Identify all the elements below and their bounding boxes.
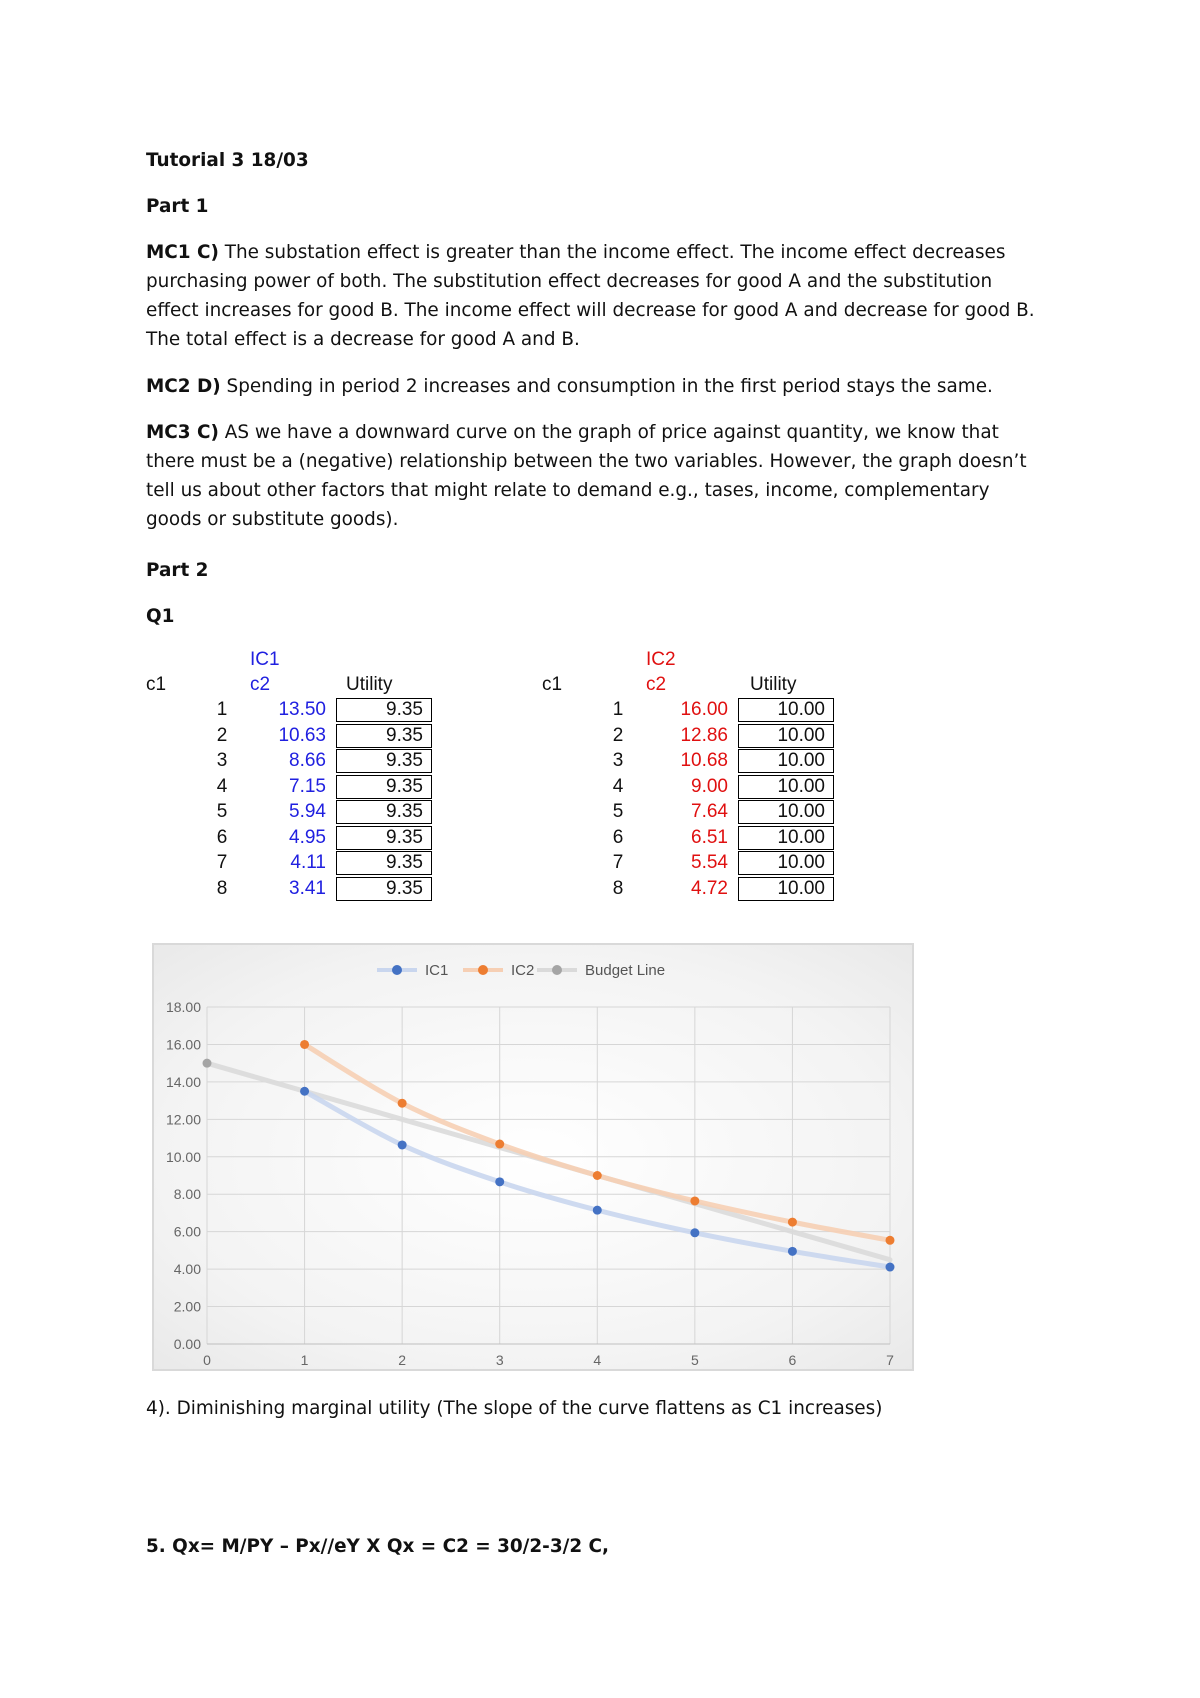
mc3-text: AS we have a downward curve on the graph of price against quantity, we know that there must be a (negative) relationship between the two variables. However, the graph doesn’t tell us about other factors that might relate to demand e.g., tases, income, complementary goods or substitute goods). [146,422,1027,530]
ic1-c1-cell: 1 [216,699,228,720]
mc2-text: Spending in period 2 increases and consumption in the first period stays the same. [220,376,993,397]
ic2-utility-cell: 10.00 [738,826,834,850]
mc2-answer [146,372,1046,401]
ic2-point [300,1040,309,1049]
y-tick-label: 18.00 [165,999,201,1015]
ic1-utility-cell: 9.35 [336,749,432,773]
y-tick-label: 14.00 [165,1073,201,1090]
ic2-c2-header: c2 [646,674,667,695]
ic1-utility-cell: 9.35 [336,698,432,722]
ic2-c2-cell: 4.72 [691,877,728,899]
ic1-c2-cell: 13.50 [278,699,326,720]
y-tick-label: 10.00 [165,1148,201,1165]
y-tick-label: 0.00 [173,1336,201,1352]
ic1-c1-cell: 7 [216,852,228,873]
ic1-c1-cell: 4 [216,775,228,797]
legend-ic2-label: IC2 [511,962,535,979]
part1-heading: Part 1 [146,196,209,217]
ic2-c1-cell: 7 [612,852,624,873]
ic1-c1-cell: 6 [216,826,228,848]
ic2-c1-cell: 8 [612,877,624,899]
ic1-c1-header: c1 [146,674,167,695]
ic2-c1-cell: 4 [612,775,624,797]
ic2-c1-cell: 6 [612,826,624,848]
ic1-point [886,1263,895,1272]
y-tick-label: 4.00 [173,1261,201,1278]
ic2-c2-cell: 16.00 [680,699,728,720]
mc3-label: MC3 C) [146,422,219,443]
ic1-utility-cell: 9.35 [336,724,432,748]
y-tick-label: 2.00 [173,1298,201,1315]
ic2-utility-cell: 10.00 [738,724,834,748]
ic1-c2-header: c2 [250,674,271,695]
legend-ic1-label: IC1 [425,962,449,979]
ic1-utility-cell: 9.35 [336,800,432,824]
x-tick-label: 6 [788,1352,797,1368]
budget-line-point [203,1059,212,1068]
ic2-c2-cell: 10.68 [680,750,728,771]
ic2-c2-cell: 9.00 [691,775,728,797]
ic1-utility-cell: 9.35 [336,826,432,850]
x-tick-label: 5 [690,1352,699,1368]
chart-svg [154,945,916,1373]
ic2-c1-cell: 5 [612,801,624,822]
ic1-utility-cell: 9.35 [336,775,432,799]
x-tick-label: 2 [398,1352,407,1368]
ic2-point [690,1196,699,1205]
ic2-utility-cell: 10.00 [738,749,834,773]
ic2-utility-cell: 10.00 [738,877,834,901]
ic1-c1-cell: 3 [216,750,228,771]
legend-ic2-marker [478,965,488,975]
legend-ic1-marker [392,965,402,975]
ic1-c2-cell: 4.11 [290,852,326,873]
mc1-answer [146,238,1046,354]
ic1-c2-cell: 5.94 [289,801,326,822]
document-title: Tutorial 3 18/03 [146,150,309,171]
ic1-point [690,1228,699,1237]
ic2-c2-cell: 6.51 [691,826,728,848]
y-tick-label: 6.00 [173,1223,201,1240]
y-tick-label: 8.00 [173,1186,201,1203]
ic2-point [788,1218,797,1227]
ic1-c1-cell: 8 [216,877,228,899]
legend-budget-line-label: Budget Line [585,962,666,979]
ic2-c2-cell: 5.54 [691,852,728,873]
ic1-utility-header: Utility [346,674,393,695]
ic1-c1-cell: 2 [216,724,228,746]
legend-budget-line-marker [552,965,562,975]
ic1-utility-cell: 9.35 [336,877,432,901]
ic1-c2-cell: 7.15 [289,775,326,797]
mc1-label: MC1 C) [146,242,219,263]
q4-answer: 4). Diminishing marginal utility (The slope of the curve flattens as C1 increases) [146,1398,883,1419]
ic2-c2-cell: 7.64 [691,801,728,822]
ic2-utility-cell: 10.00 [738,775,834,799]
ic1-c1-cell: 5 [216,801,228,822]
x-tick-label: 4 [593,1352,602,1368]
q5-answer: 5. Qx= M/PY – Px//eY X Qx = C2 = 30/2-3/2 C, [146,1536,610,1557]
x-tick-label: 1 [300,1352,309,1368]
ic1-point [788,1247,797,1256]
ic2-c1-cell: 2 [612,724,624,746]
ic1-table-title: IC1 [250,649,280,670]
ic1-point [398,1140,407,1149]
mc2-label: MC2 D) [146,376,221,397]
part2-heading: Part 2 [146,560,209,581]
ic2-utility-cell: 10.00 [738,851,834,875]
x-tick-label: 7 [886,1352,894,1368]
ic2-utility-cell: 10.00 [738,800,834,824]
ic2-utility-header: Utility [750,674,797,695]
ic1-point [495,1177,504,1186]
indifference-chart [152,943,914,1371]
mc1-text: The substation effect is greater than the income effect. The income effect decreases purchasing power of both. The substitution effect decreases for good A and the substitution effect increases for good B. The income effect will decrease for good A and decrease for good B. The total effect is a decrease for good A and B. [146,242,1035,350]
ic1-utility-cell: 9.35 [336,851,432,875]
ic2-c2-cell: 12.86 [680,724,728,746]
ic2-c1-cell: 1 [612,699,624,720]
x-tick-label: 0 [203,1352,211,1368]
ic1-c2-cell: 10.63 [278,724,326,746]
ic1-c2-cell: 3.41 [289,877,326,899]
ic2-table-title: IC2 [646,649,676,670]
mc3-answer [146,418,1046,534]
ic2-c1-header: c1 [542,674,563,695]
ic1-point [300,1087,309,1096]
y-tick-label: 12.00 [165,1111,201,1128]
ic1-c2-cell: 8.66 [289,750,326,771]
ic1-c2-cell: 4.95 [289,826,326,848]
ic2-point [398,1099,407,1108]
ic2-utility-cell: 10.00 [738,698,834,722]
ic1-point [593,1206,602,1215]
y-tick-label: 16.00 [165,1036,201,1053]
ic2-c1-cell: 3 [612,750,624,771]
ic2-point [593,1171,602,1180]
q1-heading: Q1 [146,606,175,627]
x-tick-label: 3 [495,1352,504,1368]
ic2-point [886,1236,895,1245]
ic2-point [495,1140,504,1149]
